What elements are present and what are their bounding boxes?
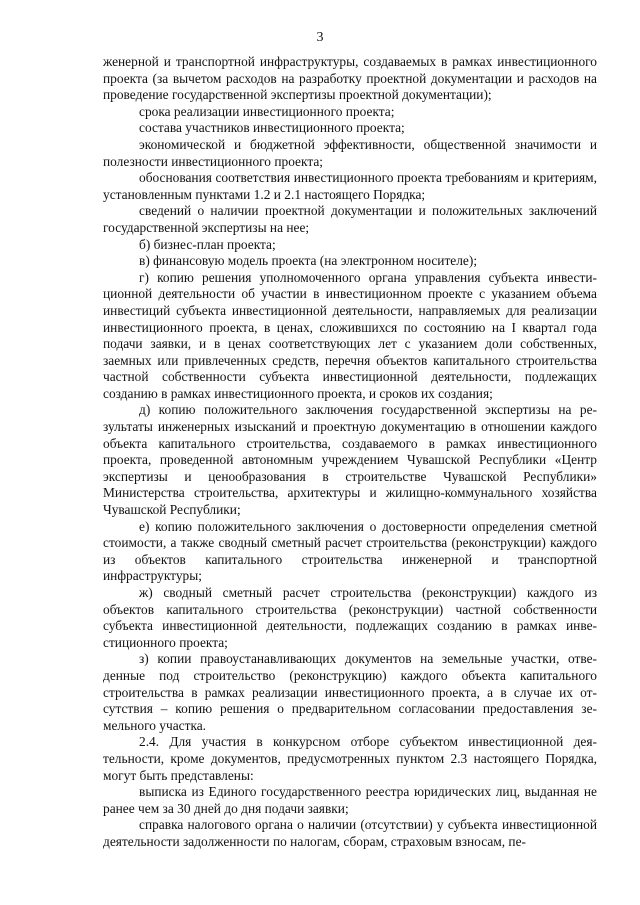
paragraph: в) финансовую модель проекта (на электронном носителе);	[139, 253, 478, 269]
paragraph: экономической и бюджетной эффективности, общественной значимости и полезности инвестиционного проекта;	[103, 136, 597, 169]
paragraph: выписка из Единого государственного реестра юридических лиц, выданная не ранее чем за 30 дней до дня подачи заявки;	[103, 784, 597, 816]
paragraph: д) копию положительного заключения государственной экспертизы на результаты инженерных изысканий и проектную документацию в отношении каждого объекта капитального строительства, создаваемого в рамках инвестиционного проекта, проведенной автономным учреждением Чувашской Республики «Центр экспертизы и ценообразования в строительстве Чувашской Республики» Министерства строительства, архитектуры и жилищно-коммунального хозяйства Чувашской Республики;	[103, 402, 597, 518]
page-number: 3	[316, 30, 324, 45]
paragraph: сведений о наличии проектной документации и положительных заключений государственной экспертизы на нее;	[103, 203, 597, 235]
paragraph: срока реализации инвестиционного проекта;	[139, 103, 395, 119]
paragraph: состава участников инвестиционного проекта;	[139, 120, 405, 136]
paragraph: обоснования соответствия инвестиционного проекта требованиям и критериям, установленным пунктами 1.2 и 2.1 настоящего Порядка;	[103, 170, 597, 202]
paragraph: г) копию решения уполномоченного органа управления субъекта инвестиционной деятельности об участии в инвестиционном проекте с указанием объема инвестиций субъекта инвестиционной деятельности, направляемых для реализации инвестиционного проекта, в ценах, сложившихся по состоянию на I квартал года подачи заявки, и в ценах соответствующих лет с указанием доли собственных, заемных или привлеченных средств, перечня объектов капитального строительства частной собственности субъекта инвестиционной деятельности, подлежащих созданию в рамках инвестиционного проекта, и сроков их создания;	[103, 269, 597, 401]
paragraph: справка налогового органа о наличии (отсутствии) у субъекта инвестиционной деятельности задолженности по налогам, сборам, страховым взносам, пе-	[103, 817, 597, 849]
paragraph: б) бизнес-план проекта;	[139, 236, 276, 252]
paragraph: ж) сводный сметный расчет строительства (реконструкции) каждого из объектов капитального строительства (реконструкции) частной собственности субъекта инвестиционной деятельности, подлежащих созданию в рамках инвестиционного проекта;	[103, 585, 597, 650]
paragraph: е) копию положительного заключения о достоверности определения сметной стоимости, а также сводный сметный расчет строительства (реконструкции) каждого из объектов капитального строительства инженерной и транспортной инфраструктуры;	[103, 518, 597, 584]
paragraph: 2.4. Для участия в конкурсном отборе субъектом инвестиционной деятельности, кроме документов, предусмотренных пунктом 2.3 настоящего Порядка, могут быть представлены:	[103, 734, 597, 783]
paragraph: женерной и транспортной инфраструктуры, создаваемых в рамках инвестиционного проекта (за вычетом расходов на разработку проектной документации и расходов на проведение государственной экспертизы проектной документации);	[103, 54, 597, 103]
paragraph: з) копии правоустанавливающих документов на земельные участки, отведенные под строительство (реконструкцию) каждого объекта капитального строительства в рамках реализации инвестиционного проекта, а в случае их отсутствия – копию решения о предварительном согласовании предоставления земельного участка.	[103, 651, 597, 733]
document-body	[103, 54, 597, 851]
